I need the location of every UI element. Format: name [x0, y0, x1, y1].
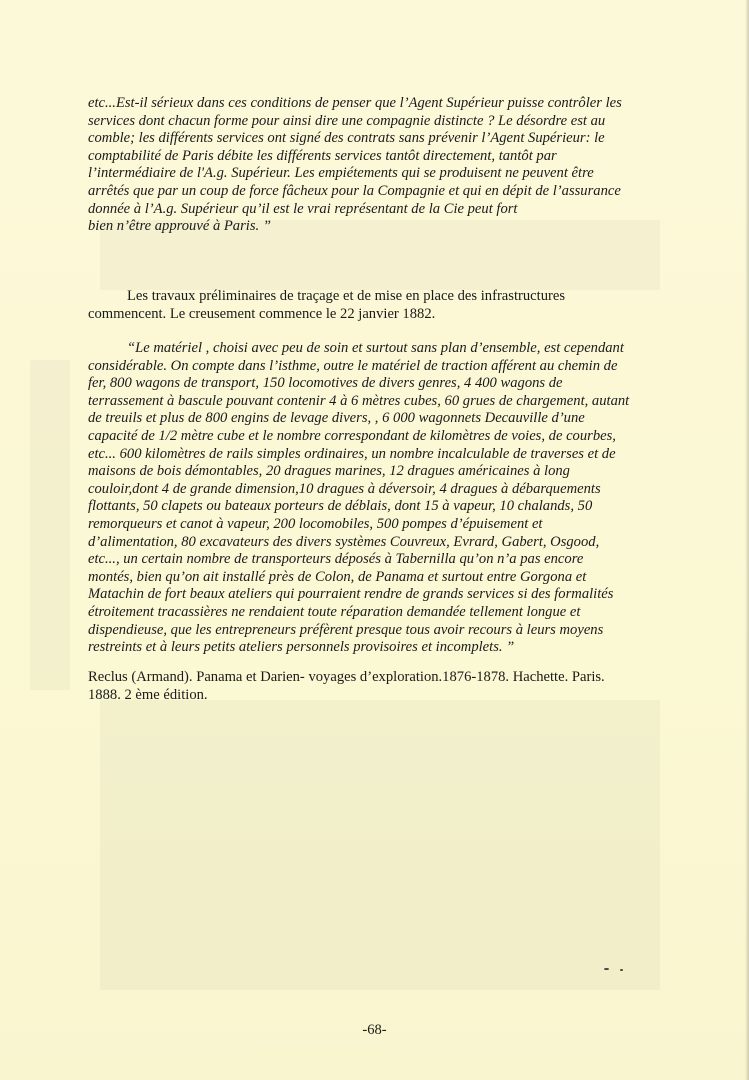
quote-line: comble; les différents services ont signé des contrats sans prévenir l’Agent Supérieur: le	[88, 130, 605, 147]
quote-line: etc... 600 kilomètres de rails simples ordinaires, un nombre incalculable de traverses et de	[88, 445, 616, 462]
quote-line: restreints et à leurs petits ateliers personnels provisoires et incomplets. ”	[88, 639, 515, 656]
citation-line: 1888. 2 ème édition.	[88, 686, 208, 703]
quote-line: donnée à l’A.g. Supérieur qu’il est le vrai représentant de la Cie peut fort	[88, 200, 518, 217]
quote-line: services dont chacun forme pour ainsi dire une compagnie distincte ? Le désordre est au	[88, 112, 606, 129]
quote-line: de treuils et plus de 800 engins de levage divers, , 6 000 wagonnets Decauville d’une	[88, 410, 585, 427]
quote-line: terrassement à bascule pouvant contenir 4 à 6 mètres cubes, 60 grues de chargement, autant	[88, 392, 630, 409]
citation	[88, 669, 668, 704]
page-edge-shadow	[745, 0, 749, 1080]
bleed-through	[100, 700, 660, 990]
ink-speck	[604, 968, 609, 970]
paragraph-line: commencent. Le creusement commence le 22 janvier 1882.	[88, 305, 436, 322]
quote-line: fer, 800 wagons de transport, 150 locomotives de divers genres, 4 400 wagons de	[88, 375, 563, 392]
quote-line: étroitement tracassières ne rendaient toute réparation demandée tellement longue et	[88, 603, 581, 620]
quote-block-1	[88, 95, 668, 236]
quote-line: etc...Est-il sérieux dans ces conditions de penser que l’Agent Supérieur puisse contrôler les	[88, 95, 622, 111]
quote-line: Matachin de fort beaux ateliers qui pourraient rendre de grands services si des formalités	[88, 586, 614, 603]
quote-line: comptabilité de Paris débite les différents services tantôt directement, tantôt par	[88, 147, 557, 164]
quote-line: couloir,dont 4 de grande dimension,10 dragues à déversoir, 4 dragues à débarquements	[88, 480, 601, 497]
quote-line: etc..., un certain nombre de transporteurs déposés à Tabernilla qu’on n’a pas encore	[88, 551, 584, 568]
quote-line: d’alimentation, 80 excavateurs des divers systèmes Couvreux, Evrard, Gabert, Osgood,	[88, 533, 600, 550]
quote-line: arrêtés que par un coup de force fâcheux pour la Compagnie et qui en dépit de l’assurance	[88, 182, 621, 199]
bleed-through	[30, 360, 70, 690]
quote-line: considérable. On compte dans l’isthme, outre le matériel de traction afférent au chemin de	[88, 357, 618, 374]
quote-line: bien n’être approuvé à Paris. ”	[88, 218, 271, 235]
citation-line: Reclus (Armand). Panama et Darien- voyages d’exploration.1876-1878. Hachette. Paris.	[88, 669, 605, 685]
body-paragraph	[88, 288, 668, 323]
quote-block-2	[88, 340, 668, 657]
ink-speck	[620, 969, 623, 971]
quote-line: montés, bien qu’on ait installé près de Colon, de Panama et surtout entre Gorgona et	[88, 568, 587, 585]
quote-line: “Le matériel , choisi avec peu de soin et surtout sans plan d’ensemble, est cependant	[127, 340, 624, 356]
quote-line: l’intermédiaire de l'A.g. Supérieur. Les empiétements qui se produisent ne peuvent être	[88, 165, 594, 182]
quote-line: remorqueurs et canot à vapeur, 200 locomobiles, 500 pompes d’épuisement et	[88, 515, 543, 532]
quote-line: dispendieuse, que les entrepreneurs préfèrent presque tous avoir recours à leurs moyens	[88, 621, 604, 638]
page-number: -68-	[362, 1022, 387, 1038]
quote-line: capacité de 1/2 mètre cube et le nombre correspondant de kilomètres de voies, de courbes,	[88, 427, 616, 444]
quote-line: flottants, 50 clapets ou bateaux porteurs de déblais, dont 15 à vapeur, 10 chalands, 50	[88, 498, 593, 515]
quote-line: maisons de bois démontables, 20 dragues marines, 12 dragues américaines à long	[88, 463, 570, 480]
paragraph-line: Les travaux préliminaires de traçage et de mise en place des infrastructures	[127, 288, 566, 304]
